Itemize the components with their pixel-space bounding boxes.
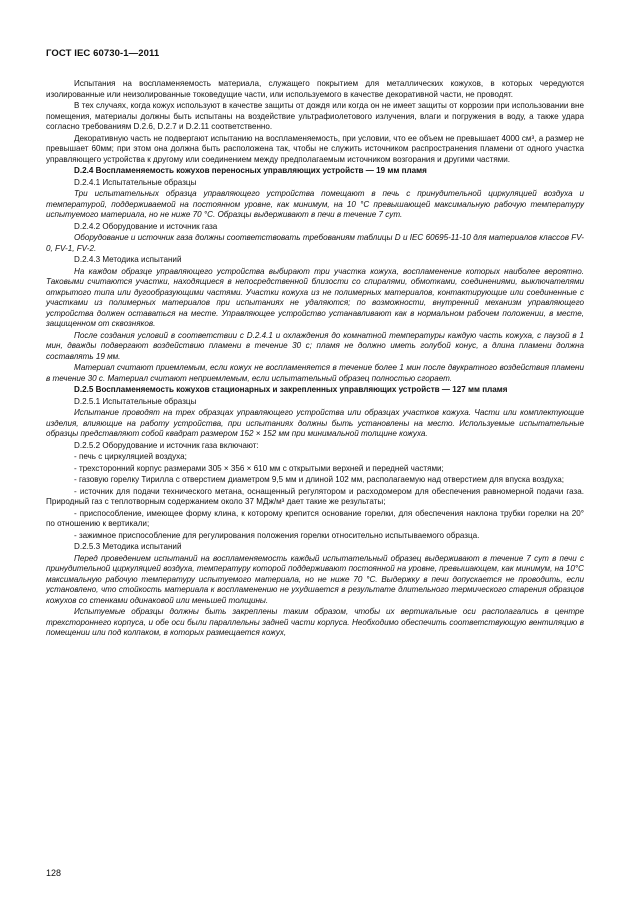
paragraph: D.2.4.3 Методика испытаний [74, 255, 182, 264]
paragraph: Испытание проводят на трех образцах управляющего устройства или образцах участков кожуха. Части или комплектующие изделия, влияющие на работу устройства, при испытаниях должны быть установлены на место. Используемые испытательные образцы представляют собой квадрат размером 152 × 152 мм при минимальной толщине кожуха. [46, 408, 584, 438]
paragraph: Испытания на воспламеняемость материала, служащего покрытием для металлических кожухов, в которых чередуются изолированные или неизолированные токоведущие части, или используемого в качестве декоративной части, не проводят. [46, 79, 584, 99]
paragraph: Оборудование и источник газа должны соответствовать требованиям таблицы D и IEC 60695-11-10 для материалов классов FV-0, FV-1, FV-2. [46, 233, 584, 253]
paragraph: D.2.4.1 Испытательные образцы [74, 177, 197, 187]
paragraph: Перед проведением испытаний на воспламеняемость каждый испытательный образец выдерживают в течение 7 сут в печи с принудительной циркуляцией воздуха, температуру которой поддерживают постоянной на уровне, превышающем, как минимум, на 10°С максимальную рабочую температуру испытуемого материала, но не ниже 70 °С. Выдержку в печи допускается не проводить, если установлено, что стойкость материала к воспламенению не ухудшается в результате длительного термического старения образцов кожухов со стенками одинаковой или меньшей толщины. [46, 553, 584, 605]
paragraph: - источник для подачи технического метана, оснащенный регулятором и расходомером для обеспечения равномерной подачи газа. Природный газ с теплотворным содержанием около 37 МДж/м³ дает такие же результаты; [46, 486, 584, 506]
page-number: 128 [46, 868, 62, 878]
paragraph: D.2.5.3 Методика испытаний [74, 542, 182, 551]
paragraph: - зажимное приспособление для регулирования положения горелки относительно испытываемого образца. [74, 530, 480, 540]
paragraph: D.2.5.1 Испытательные образцы [74, 396, 197, 406]
paragraph: - газовую горелку Тирилла с отверстием диаметром 9,5 мм и длиной 102 мм, располагаемую над отверстием для впуска воздуха; [74, 475, 565, 484]
paragraph: В тех случаях, когда кожух используют в качестве защиты от дождя или когда он не имеет защиты от коррозии при использовании вне помещения, материалы должны быть испытаны на воздействие ультрафиолетового излучения, влаги и погружения в воду, а также удара согласно требованиям D.2.6, D.2.7 и D.2.11 соответственно. [46, 101, 584, 131]
section-heading: D.2.4 Воспламеняемость кожухов переносных управляющих устройств — 19 мм пламя [74, 166, 427, 175]
section-heading: D.2.5 Воспламеняемость кожухов стационарных и закрепленных управляющих устройств — 127 мм пламя [74, 385, 508, 394]
paragraph: Материал считают приемлемым, если кожух не воспламеняется в течение более 1 мин после двукратного воздействия пламени в течение 30 с. Материал считают неприемлемым, если испытательный образец полностью сгорает. [46, 363, 584, 383]
document-body [46, 79, 584, 639]
paragraph: - приспособление, имеющее форму клина, к которому крепится основание горелки, для обеспечения наклона трубки горелки на 20° по отношению к вертикали; [46, 508, 584, 528]
paragraph: Три испытательных образца управляющего устройства помещают в печь с принудительной циркуляцией воздуха и температурой, поддерживаемой на постоянном уровне, как минимум, на 10 °С превышающей максимальную рабочую температуру испытуемого материала, но не ниже 70 °С. Образцы выдерживают в печи в течение 7 сут. [46, 189, 584, 219]
paragraph: После создания условий в соответствии с D.2.4.1 и охлаждения до комнатной температуры каждую часть кожуха, с паузой в 1 мин, дважды подвергают воздействию пламени в течение 30 с; пламя не должно иметь голубой конус, а длина пламени должна составлять 19 мм. [46, 330, 584, 361]
paragraph: Испытуемые образцы должны быть закреплены таким образом, чтобы их вертикальные оси располагались в центре трехстороннего корпуса, и обе оси были параллельны задней части корпуса. Необходимо обеспечить соответствующую вентиляцию в помещении или под колпаком, в которых размещается кожух, [46, 607, 584, 637]
standard-header: ГОСТ IEC 60730-1—2011 [46, 48, 160, 59]
paragraph: На каждом образце управляющего устройства выбирают три участка кожуха, воспламенение которых наиболее вероятно. Таковыми считаются участки, находящиеся в непосредственной близости со спиралями, обмотками, соединениями, выключателями открытого типа или дугообразующими частями. Участки кожуха из не полимерных материалов, контактирующие или соединенные с участками из полимерных материалов при испытаниях не удаляются; по возможности, внутренний механизм управляющего устройства должен оставаться на месте. Управляющее устройство устанавливают как в нормальном рабочем положении, в месте, защищенном от сквозняков. [46, 266, 584, 328]
paragraph: - печь с циркуляцией воздуха; [74, 452, 187, 461]
paragraph: D.2.4.2 Оборудование и источник газа [74, 221, 218, 231]
paragraph: Декоративную часть не подвергают испытанию на воспламеняемость, при условии, что ее объем не превышает 4000 см³, а размер не превышает 60мм; при этом она должна быть расположена так, чтобы не служить источником распространения пламени от одного участка управляющего устройства к другому или соединением между предполагаемым источником возгорания и другими частями. [46, 133, 584, 164]
paragraph: D.2.5.2 Оборудование и источник газа включают: [74, 440, 259, 450]
document-page [46, 48, 584, 640]
paragraph: - трехсторонний корпус размерами 305 × 356 × 610 мм с открытыми верхней и передней частями; [74, 463, 444, 473]
